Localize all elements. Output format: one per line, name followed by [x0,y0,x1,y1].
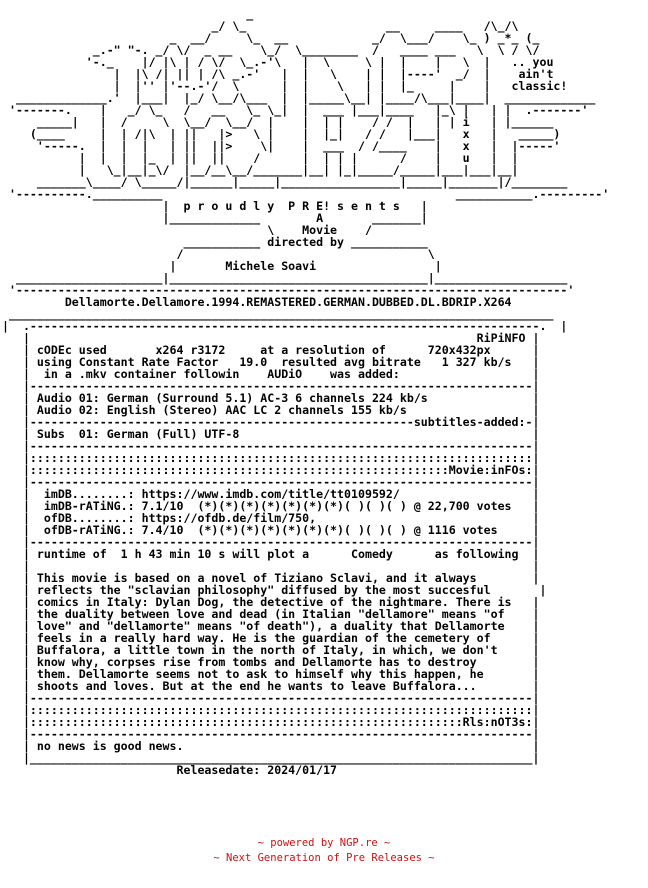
nfo-text: _ _/ \_ __ ____ /\_/\ _ __/ \_ __ _/ \___/ \_ ) _*_ (_ _.-" "-. _/ \/ _ __ \_/ \________ / ____ ___ \ \ / \/ '-._ |/ |\ | / \/ \_.-'\ | \ \ | | | \ | .. you | |\ /| || | /\ _.-' | | \ | | |----' _/ | ain't | |'' |'--.-'/ \ | | \ | | |_ | | classic! _____________.' |___| |_/ \__/\___ | |_____\__| |____/\___|____| _____________ '-------. | _/ \_ / __ \_ \_| | ___ |___|____ |_\ | | | .-------' _____| | / \ \__/ \__/ | | | | / / | | | i | |______ (____ | | /|\ | || |> \ | | |_| / / |___| x | _____) '-----. | | | | || ||> \| | ___ / /____ | x | |-----' | | | |_ | || || / | | | | / | u | | | \_|__|_\/ |__/__\__/_______|__| |_|_____/_____|___|___|__| _______\____/ \_____/|______|_____|_________________|_____|_______|/________ '----------.__________ ___________.---------' | p r o u d l y P R E! s e n t s | |_____________ A _______| \ Movie / ___________ directed by ___________ / \ | Michele Soavi | _____________________|_____________________________________|___________________ '-------------------------------------------------------------------------------' Dellamorte.Dellamore.1994.REMASTERED.GERMAN.DUBBED.DL.BDRIP.X264 ______________________________________________________________________________ | .-------------------------------------------------------------------------. | | RiPiNFO | | cODEc used x264 r3172 at a resolution of 720x432px | | using Constant Rate Factor 19.0 resulted avg bitrate 1 327 kb/s | | in a .mkv container followin AUDiO was added: | |------------------------------------------------------------------------| | Audio 01: German (Surround 5.1) AC-3 6 channels 224 kb/s | | Audio 02: English (Stereo) AAC LC 2 channels 155 kb/s | |-------------------------------------------------------subtitles-added:-| | Subs 01: German (Full) UTF-8 | |------------------------------------------------------------------------| |::::::::::::::::::::::::::::::::::::::::::::::::::::::::::::::::::::::::| |::::::::::::::::::::::::::::::::::::::::::::::::::::::::::::Movie:inFOs:| |------------------------------------------------------------------------| | imDB........: https://www.imdb.com/title/tt0109592/ | | imDB-rATiNG.: 7.1/10 (*)(*)(*)(*)(*)(*)(*)( )( )( ) @ 22,700 votes | | ofDB........: https://ofdb.de/film/750, | | ofDB-rATiNG.: 7.4/10 (*)(*)(*)(*)(*)(*)(*)( )( )( ) @ 1116 votes | |------------------------------------------------------------------------| | runtime of 1 h 43 min 10 s will plot a Comedy as following | | | | This movie is based on a novel of Tiziano Sclavi, and it always | | reflects the "sclavian philosophy" diffused by the most succesful | | comics in Italy: Dylan Dog, the detective of the nightmare. There is | | the duality between love and dead (in Italian "dellamore" means "of | | love" and "dellamorte" means "of death"), a duality that Dellamorte | | feels in a really hard way. He is the guardian of the cemetery of | | Buffalora, a little town in the north of Italy, in which, we don't | | know why, corpses rise from tombs and Dellamorte has to destroy | | them. Dellamorte seems not to ask to himself why this happen, he | | shoots and loves. But at the end he wants to leave Buffalora... | |------------------------------------------------------------------------| |::::::::::::::::::::::::::::::::::::::::::::::::::::::::::::::::::::::::| |::::::::::::::::::::::::::::::::::::::::::::::::::::::::::::::Rls:nOT3s:| |------------------------------------------------------------------------| | no news is good news. | |________________________________________________________________________| Releasedate: 2024/01/17 [2,7,610,777]
footer-tagline: ~ Next Generation of Pre Releases ~ [213,852,435,864]
footer-powered-by: ~ powered by NGP.re ~ [257,837,391,849]
